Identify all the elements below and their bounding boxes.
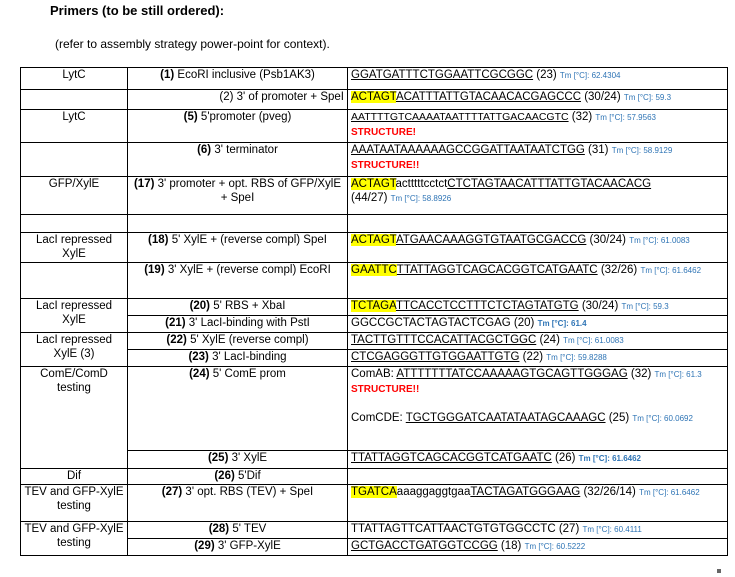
primer-name-cell <box>128 522 348 539</box>
primer-length: (25) <box>605 412 633 424</box>
page-subtitle: (refer to assembly strategy power-point for context). <box>55 37 330 51</box>
primer-name: 3' XylE + (reverse compl) EcoRI <box>167 264 331 276</box>
primer-name-cell <box>128 90 348 110</box>
table-row <box>21 522 728 539</box>
primer-name-cell <box>128 316 348 333</box>
primer-name: 3' terminator <box>214 144 278 156</box>
structure-warning: STRUCTURE! <box>351 127 416 138</box>
primer-sequence: TTATTAGGTCAGCACGGTCATGAATC <box>396 264 598 276</box>
group-cell: TEV and GFP-XylE testing <box>21 522 128 556</box>
primer-length: (32/26) <box>597 264 641 276</box>
table-row <box>21 143 728 177</box>
primer-name-cell <box>128 539 348 556</box>
restriction-site: ACTAGT <box>351 91 396 103</box>
empty-cell <box>21 215 128 233</box>
primer-name: 3' opt. RBS (TEV) + SpeI <box>185 486 314 498</box>
table-row <box>21 263 728 299</box>
table-row <box>21 485 728 522</box>
primer-name-cell <box>128 350 348 367</box>
sequence-cell <box>348 68 728 90</box>
primer-name-cell <box>128 485 348 522</box>
melting-temp: Tm [°C]: 61.6462 <box>578 454 642 463</box>
structure-warning: STRUCTURE!! <box>351 384 420 395</box>
empty-cell <box>348 215 728 233</box>
primer-length: (30/24) <box>586 234 630 246</box>
sequence-cell <box>348 299 728 316</box>
group-cell: Dif <box>21 469 128 485</box>
primer-length: (32) <box>627 368 655 380</box>
melting-temp: Tm [°C]: 61.6462 <box>640 266 702 275</box>
sequence-cell <box>348 367 728 451</box>
primer-length: (32/26/14) <box>580 486 640 498</box>
primer-sequence-lowercase: aaaggaggtgaa <box>396 486 471 498</box>
table-row <box>21 177 728 215</box>
sequence-cell <box>348 233 728 263</box>
sequence-cell <box>348 90 728 110</box>
primer-table <box>20 67 728 556</box>
primer-number: (2) <box>219 91 234 103</box>
primer-name-cell <box>128 110 348 143</box>
group-cell: LytC <box>21 68 128 90</box>
group-cell <box>21 263 128 299</box>
structure-warning: STRUCTURE!! <box>351 160 420 171</box>
table-row <box>21 451 728 469</box>
sequence-cell <box>348 451 728 469</box>
primer-sequence: GCTGACCTGATGGTCCGG <box>351 540 498 552</box>
primer-sequence: GGATGATTTCTGGAATTCGCGGC <box>351 69 534 81</box>
restriction-site: ACTAGT <box>351 234 396 246</box>
primer-name: EcoRI inclusive (Psb1AK3) <box>177 69 315 81</box>
table-row <box>21 469 728 485</box>
primer-length: (30/24) <box>578 300 622 312</box>
primer-sequence: TACTTGTTTCCACATTACGCTGGC <box>351 334 537 346</box>
primer-number: (17) <box>133 178 155 190</box>
melting-temp: Tm [°C]: 60.4111 <box>582 525 642 534</box>
primer-number: (6) <box>197 144 212 156</box>
melting-temp: Tm [°C]: 59.3 <box>621 302 669 311</box>
primer-name: 5'Dif <box>238 470 261 482</box>
group-cell: LacI repressed XylE <box>21 299 128 333</box>
primer-name-cell <box>128 143 348 177</box>
primer-name-cell <box>128 263 348 299</box>
sequence-cell <box>348 485 728 522</box>
primer-name-cell <box>128 333 348 350</box>
sequence-cell <box>348 263 728 299</box>
primer-sequence: AAATAATAAAAAAGCCGGATTAATAATCTGG <box>351 144 585 156</box>
group-cell: TEV and GFP-XylE testing <box>21 485 128 522</box>
primer-number: (21) <box>165 317 186 329</box>
group-cell: LacI repressed XylE <box>21 233 128 263</box>
page-corner-marker <box>717 569 721 573</box>
primer-name-cell <box>128 367 348 451</box>
primer-sequence-lowercase: actttttcctct <box>395 178 448 190</box>
primer-sequence: ACATTTATTGTACAACACGAGCCC <box>395 91 582 103</box>
melting-temp: Tm [°C]: 59.3 <box>623 93 672 102</box>
melting-temp: Tm [°C]: 61.0083 <box>563 336 624 345</box>
group-cell: ComE/ComD testing <box>21 367 128 469</box>
primer-name-cell <box>128 451 348 469</box>
primer-sequence: TGCTGGGATCAATATAATAGCAAAGC <box>405 412 606 424</box>
primer-length: (18) <box>497 540 525 552</box>
melting-temp: Tm [°C]: 60.0692 <box>632 414 693 423</box>
primer-name-cell <box>128 299 348 316</box>
primer-name: 5' RBS + XbaI <box>213 300 286 312</box>
sequence-cell <box>348 143 728 177</box>
primer-length: (44/27) <box>351 192 391 204</box>
melting-temp: Tm [°C]: 61.0083 <box>629 236 690 245</box>
sequence-cell <box>348 333 728 350</box>
primer-number: (19) <box>144 264 165 276</box>
table-row <box>21 333 728 350</box>
primer-name-cell <box>128 177 348 215</box>
melting-temp: Tm [°C]: 58.9129 <box>611 146 673 155</box>
primer-number: (1) <box>160 69 175 81</box>
sequence-cell <box>348 522 728 539</box>
primer-number: (24) <box>189 368 210 380</box>
sequence-cell <box>348 539 728 556</box>
restriction-site: ACTAGT <box>351 178 396 190</box>
group-cell: LytC <box>21 110 128 143</box>
primer-sequence: CTCTAGTAACATTTATTGTACAACACG <box>447 178 652 190</box>
group-cell: LacI repressed XylE (3) <box>21 333 128 367</box>
table-row <box>21 233 728 263</box>
primer-length: (27) <box>555 523 583 535</box>
primer-sequence: TTATTAGGTCAGCACGGTCATGAATC <box>351 452 552 464</box>
table-row <box>21 215 728 233</box>
melting-temp: Tm [°C]: 60.5222 <box>524 542 586 551</box>
table-row <box>21 367 728 451</box>
primer-sequence: TTATTAGTTCATTAACTGTGTGGCCTC <box>351 523 556 535</box>
sequence-cell <box>348 110 728 143</box>
comab-label: ComAB: <box>351 368 397 380</box>
primer-sequence: ATTTTTTTATCCAAAAAGTGCAGTTGGGAG <box>396 368 628 380</box>
primer-length: (24) <box>536 334 564 346</box>
primer-number: (22) <box>166 334 187 346</box>
primer-number: (5) <box>183 111 198 123</box>
primer-number: (20) <box>189 300 211 312</box>
primer-name: 3' LacI-binding with PstI <box>188 317 310 329</box>
primer-length: (22) <box>519 351 547 363</box>
primer-number: (23) <box>188 351 209 363</box>
primer-sequence: TACTAGATGGGAAG <box>470 486 581 498</box>
group-cell <box>21 90 128 110</box>
primer-name: 3' promoter + opt. RBS of GFP/XylE + SpeI <box>157 178 342 204</box>
primer-length: (20) <box>510 317 538 329</box>
primer-name: 5'promoter (pveg) <box>200 111 292 123</box>
primer-sequence: ATGAACAAAGGTGTAATGCGACCG <box>395 234 587 246</box>
sequence-cell <box>348 316 728 333</box>
primer-number: (28) <box>208 523 230 535</box>
table-row <box>21 110 728 143</box>
melting-temp: Tm [°C]: 61.4 <box>537 319 587 328</box>
primer-number: (27) <box>161 486 183 498</box>
primer-length: (30/24) <box>581 91 624 103</box>
empty-cell <box>128 215 348 233</box>
table-row <box>21 68 728 90</box>
restriction-site: TCTAGA <box>351 300 396 312</box>
primer-name-cell <box>128 233 348 263</box>
comcde-label: ComCDE: <box>351 412 406 424</box>
primer-sequence: TTCACCTCCTTTCTCTAGTATGTG <box>395 300 579 312</box>
primer-length: (26) <box>551 452 579 464</box>
table-row <box>21 299 728 316</box>
page-title: Primers (to be still ordered): <box>50 3 225 18</box>
sequence-cell <box>348 469 728 485</box>
primer-name: 3' LacI-binding <box>212 351 287 363</box>
primer-name: 5' TEV <box>232 523 267 535</box>
primer-sequence: AATTTTGTCAAAATAATTTTATTGACAACGTC <box>351 111 569 123</box>
restriction-site: GAATTC <box>351 264 397 276</box>
primer-length: (23) <box>533 69 560 81</box>
melting-temp: Tm [°C]: 61.3 <box>654 370 702 379</box>
sequence-cell <box>348 177 728 215</box>
melting-temp: Tm [°C]: 59.8288 <box>546 353 607 362</box>
primer-name: 5' XylE (reverse compl) <box>190 334 309 346</box>
primer-name: 3' GFP-XylE <box>217 540 281 552</box>
melting-temp: Tm [°C]: 61.6462 <box>639 488 700 497</box>
primer-name: 5' ComE prom <box>212 368 286 380</box>
sequence-cell <box>348 350 728 367</box>
primer-length: (31) <box>584 144 612 156</box>
table-row <box>21 350 728 367</box>
primer-number: (29) <box>194 540 215 552</box>
melting-temp: Tm [°C]: 58.8926 <box>390 194 452 203</box>
primer-sequence: GGCCGCTACTAGTACTCGAG <box>351 317 511 329</box>
primer-number: (25) <box>207 452 229 464</box>
restriction-site: TGATCA <box>351 486 397 498</box>
group-cell <box>21 143 128 177</box>
primer-number: (18) <box>148 234 169 246</box>
table-row <box>21 90 728 110</box>
primer-name: 5' XylE + (reverse compl) SpeI <box>171 234 327 246</box>
primer-name: 3' XylE <box>231 452 268 464</box>
melting-temp: Tm [°C]: 62.4304 <box>559 71 621 80</box>
primer-number: (26) <box>214 470 235 482</box>
primer-name: 3' of promoter + SpeI <box>236 91 344 103</box>
melting-temp: Tm [°C]: 57.9563 <box>595 113 656 122</box>
group-cell: GFP/XylE <box>21 177 128 215</box>
primer-sequence: CTCGAGGGTTGTGGAATTGTG <box>351 351 520 363</box>
primer-name-cell <box>128 469 348 485</box>
primer-length: (32) <box>568 111 596 123</box>
primer-name-cell <box>128 68 348 90</box>
table-row <box>21 539 728 556</box>
table-row <box>21 316 728 333</box>
